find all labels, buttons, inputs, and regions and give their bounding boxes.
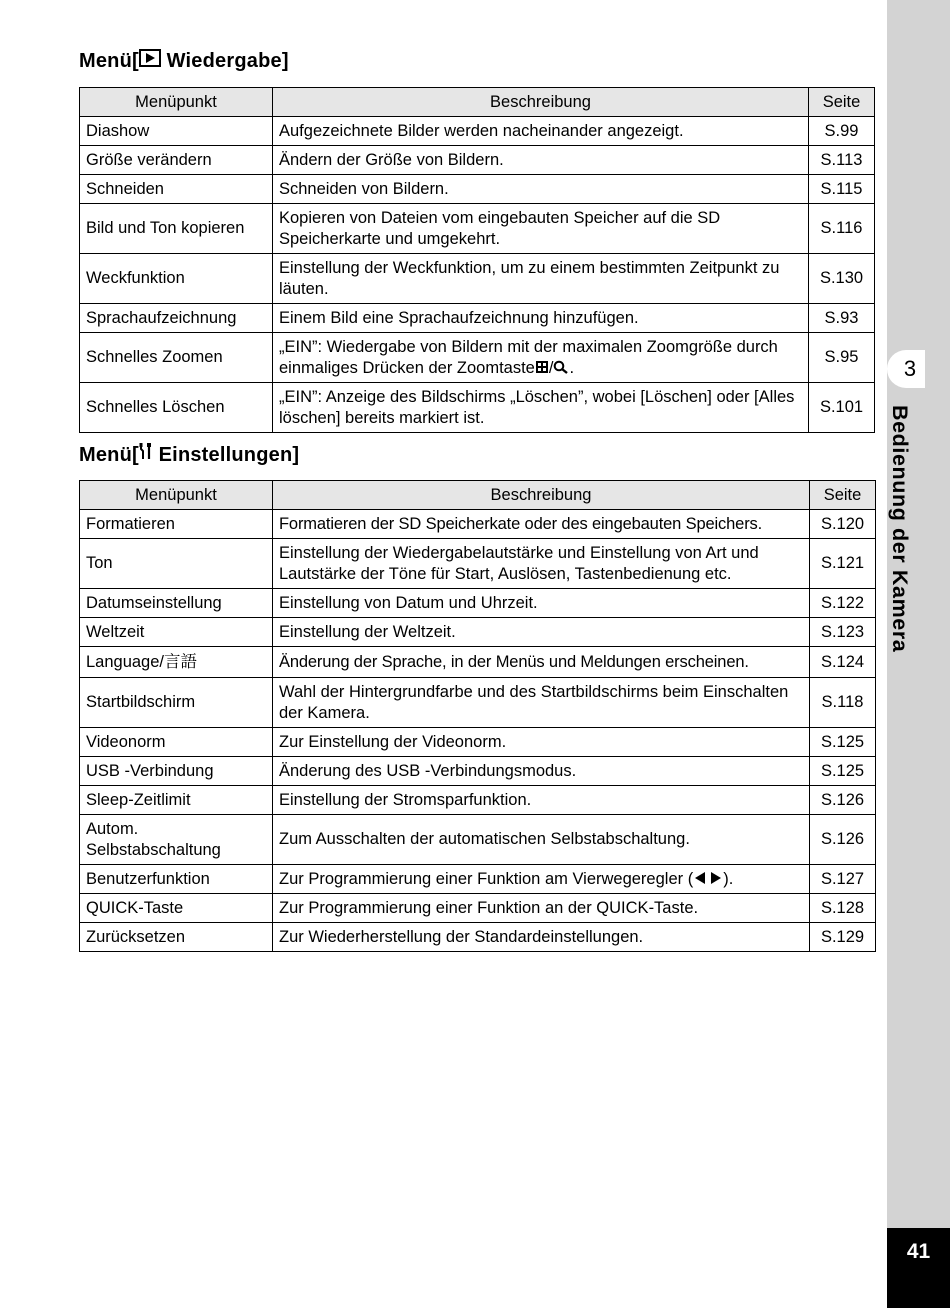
table-row	[80, 923, 876, 952]
description: Schneiden von Bildern.	[273, 175, 809, 204]
description: Formatieren der SD Speicherkate oder des eingebauten Speichers.	[273, 510, 810, 539]
menu-item: USB -Verbindung	[80, 757, 273, 786]
chapter-title: Bedienung der Kamera	[888, 405, 912, 653]
description: Aufgezeichnete Bilder werden nacheinander angezeigt.	[273, 117, 809, 146]
page-ref: S.128	[810, 894, 876, 923]
column-header-item: Menüpunkt	[80, 481, 273, 510]
table-row	[80, 383, 875, 433]
description: Änderung der Sprache, in der Menüs und Meldungen erscheinen.	[273, 647, 810, 678]
section-heading-settings	[79, 444, 299, 467]
chapter-number: 3	[903, 356, 917, 381]
heading-suffix: Einstellungen]	[152, 444, 300, 466]
menu-item: Sprachaufzeichnung	[80, 304, 273, 333]
description: Zur Einstellung der Videonorm.	[273, 728, 810, 757]
section-heading-playback	[79, 50, 289, 73]
table-row	[80, 894, 876, 923]
column-header-description: Beschreibung	[273, 481, 810, 510]
menu-item: Sleep-Zeitlimit	[80, 786, 273, 815]
description: Einstellung von Datum und Uhrzeit.	[273, 589, 810, 618]
table-header-row	[80, 481, 876, 510]
menu-item: Videonorm	[80, 728, 273, 757]
menu-item: Ton	[80, 539, 273, 589]
description-suffix: ).	[723, 869, 734, 888]
table-row	[80, 728, 876, 757]
page-ref: S.121	[810, 539, 876, 589]
table-row	[80, 175, 875, 204]
table-row	[80, 757, 876, 786]
page-ref: S.93	[809, 304, 875, 333]
menu-item: Autom. Selbstabschaltung	[80, 815, 273, 865]
description-suffix: .	[569, 358, 575, 377]
page-ref: S.127	[810, 865, 876, 894]
table-row	[80, 146, 875, 175]
column-header-item: Menüpunkt	[80, 88, 273, 117]
column-header-description: Beschreibung	[273, 88, 809, 117]
description: „EIN”: Wiedergabe von Bildern mit der maximalen Zoomgröße durch einmaliges Drücken der Zoomtaste	[279, 337, 778, 377]
description: Einstellung der Wiedergabelautstärke und Einstellung von Art und Lautstärke der Töne für Start, Auslösen, Tastenbedienung etc.	[273, 539, 810, 589]
heading-prefix: Menü[	[79, 444, 139, 466]
table-row	[80, 539, 876, 589]
page-ref: S.123	[810, 618, 876, 647]
description: Einstellung der Stromsparfunktion.	[273, 786, 810, 815]
description: Ändern der Größe von Bildern.	[273, 146, 809, 175]
column-header-page: Seite	[809, 88, 875, 117]
table-header-row	[80, 88, 875, 117]
menu-item: Schnelles Zoomen	[80, 333, 273, 383]
page-ref: S.120	[810, 510, 876, 539]
table-row	[80, 786, 876, 815]
page-number: 41	[887, 1228, 950, 1308]
page-ref: S.122	[810, 589, 876, 618]
page-ref: S.129	[810, 923, 876, 952]
table-row	[80, 304, 875, 333]
description: Zur Wiederherstellung der Standardeinstellungen.	[273, 923, 810, 952]
page-ref: S.125	[810, 728, 876, 757]
wrench-icon	[139, 444, 153, 467]
chapter-number-tab	[887, 350, 925, 388]
menu-item: QUICK-Taste	[80, 894, 273, 923]
page-ref: S.130	[809, 254, 875, 304]
page-ref: S.124	[810, 647, 876, 678]
description: Änderung des USB -Verbindungsmodus.	[273, 757, 810, 786]
table-row	[80, 333, 875, 383]
menu-item: Zurücksetzen	[80, 923, 273, 952]
page-ref: S.126	[810, 815, 876, 865]
magnify-icon	[553, 359, 569, 377]
page-ref: S.126	[810, 786, 876, 815]
table-row	[80, 204, 875, 254]
page-ref: S.113	[809, 146, 875, 175]
menu-item: Datumseinstellung	[80, 589, 273, 618]
description: „EIN”: Anzeige des Bildschirms „Löschen”, wobei [Löschen] oder [Alles löschen] bereits markiert ist.	[273, 383, 809, 433]
page-ref: S.101	[809, 383, 875, 433]
table-row	[80, 510, 876, 539]
table-row	[80, 589, 876, 618]
table-row	[80, 815, 876, 865]
page-ref: S.118	[810, 678, 876, 728]
menu-item: Benutzerfunktion	[80, 865, 273, 894]
table-row	[80, 254, 875, 304]
table-row	[80, 618, 876, 647]
menu-item: Bild und Ton kopieren	[80, 204, 273, 254]
table-row	[80, 117, 875, 146]
table-row	[80, 678, 876, 728]
menu-item: Formatieren	[80, 510, 273, 539]
menu-item: Größe verändern	[80, 146, 273, 175]
menu-item: Schnelles Löschen	[80, 383, 273, 433]
column-header-page: Seite	[810, 481, 876, 510]
page-ref: S.125	[810, 757, 876, 786]
menu-item: Startbildschirm	[80, 678, 273, 728]
table-row	[80, 647, 876, 678]
description: Einem Bild eine Sprachaufzeichnung hinzufügen.	[273, 304, 809, 333]
description: Einstellung der Weltzeit.	[273, 618, 810, 647]
description: Wahl der Hintergrundfarbe und des Startbildschirms beim Einschalten der Kamera.	[273, 678, 810, 728]
slash: /	[548, 358, 554, 377]
description: Zum Ausschalten der automatischen Selbstabschaltung.	[273, 815, 810, 865]
heading-suffix: Wiedergabe]	[160, 50, 289, 72]
four-way-left-right-icon	[693, 870, 723, 888]
chapter-title-vertical	[887, 405, 927, 705]
heading-prefix: Menü[	[79, 50, 139, 72]
menu-item: Weckfunktion	[80, 254, 273, 304]
description: Zur Programmierung einer Funktion an der QUICK-Taste.	[273, 894, 810, 923]
description: Kopieren von Dateien vom eingebauten Speicher auf die SD Speicherkarte und umgekehrt.	[273, 204, 809, 254]
playback-icon	[139, 50, 161, 73]
zoom-thumbnail-icon	[535, 359, 549, 377]
description: Zur Programmierung einer Funktion am Vierwegeregler (	[279, 869, 694, 888]
page-ref: S.115	[809, 175, 875, 204]
description: Einstellung der Weckfunktion, um zu einem bestimmten Zeitpunkt zu läuten.	[273, 254, 809, 304]
menu-item: Schneiden	[80, 175, 273, 204]
page-ref: S.95	[809, 333, 875, 383]
description-cell	[273, 333, 809, 383]
playback-menu-table	[79, 87, 875, 433]
settings-menu-table	[79, 480, 876, 952]
page-ref: S.116	[809, 204, 875, 254]
menu-item: Diashow	[80, 117, 273, 146]
menu-item: Language/言語	[80, 647, 273, 678]
menu-item: Weltzeit	[80, 618, 273, 647]
page-ref: S.99	[809, 117, 875, 146]
table-row	[80, 865, 876, 894]
description-cell	[273, 865, 810, 894]
